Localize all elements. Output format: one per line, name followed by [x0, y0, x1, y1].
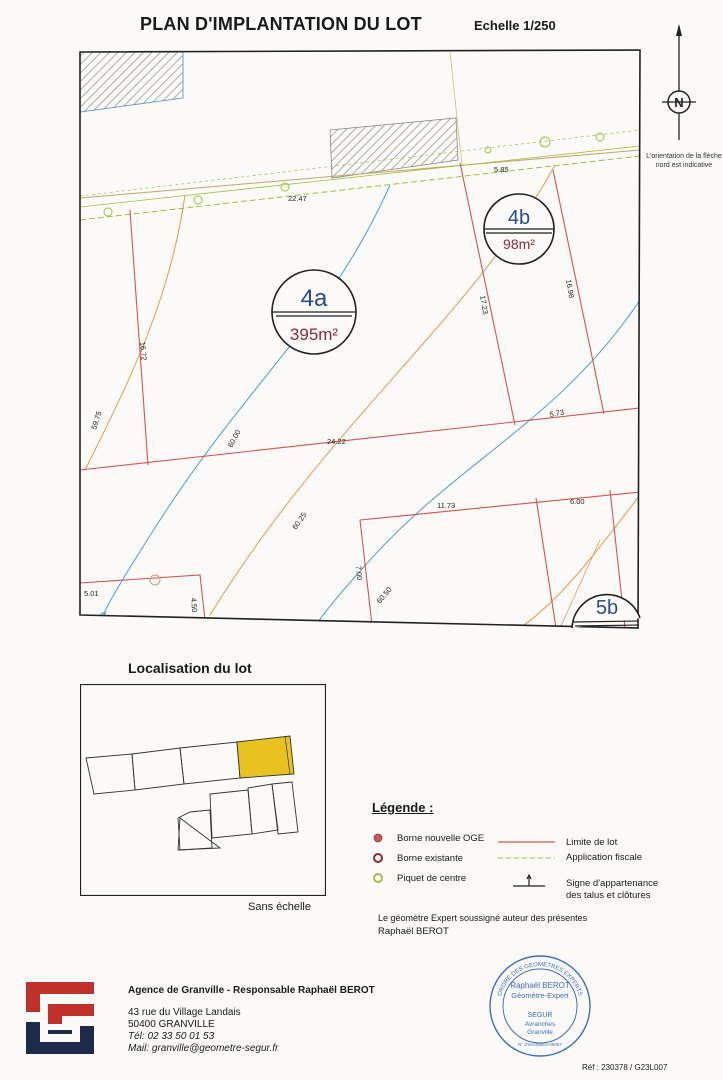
lot-id: 5b [595, 597, 619, 619]
dimension-label: 59.75 [89, 409, 104, 431]
dimension-label: 22.47 [288, 194, 307, 203]
stamp-ring-text: ORDRE DES GEOMETRES EXPERTS [497, 961, 583, 997]
dimension-label: 5.85 [494, 165, 509, 174]
dimension-label: 16.98 [564, 278, 577, 299]
city: 50400 GRANVILLE [128, 1019, 215, 1030]
highlighted-lot [237, 736, 294, 778]
street: 43 rue du Village Landais [128, 1007, 241, 1018]
lot-boundary [130, 210, 148, 465]
stamp-town: Granville [527, 1029, 553, 1036]
lot-label-4a [272, 270, 356, 354]
company-logo-icon [26, 982, 94, 1054]
lot-area: 395m² [289, 325, 339, 344]
surveyor-stamp [488, 954, 592, 1058]
legend-label: des talus et clôtures [566, 890, 651, 901]
dimension-label: 4.50 [189, 597, 200, 613]
stamp-role: Géomètre-Expert [511, 991, 569, 1000]
dimension-label: 11.73 [437, 501, 456, 510]
lot-label-4b [484, 194, 554, 264]
dimension-label: 60.50 [374, 585, 394, 606]
scale-label: Echelle 1/250 [474, 18, 556, 33]
stamp-firm: SEGUR [527, 1012, 553, 1019]
ring-icon [374, 854, 382, 862]
stamp-bottom: N° d'inscription 06057 [518, 1042, 562, 1047]
legend-label: Limite de lot [566, 837, 618, 848]
legend-title: Légende : [372, 800, 434, 815]
dimension-label: 5.01 [84, 589, 99, 598]
stamp-town: Avranches [524, 1021, 556, 1028]
dimension-label: 16.72 [138, 341, 149, 361]
lot-id: 4a [300, 285, 328, 312]
email[interactable]: Mail: granville@geometre-segur.fr [128, 1043, 279, 1054]
hatched-building [80, 52, 183, 112]
dimension-label: 7.00 [354, 565, 365, 581]
signature-name: Raphaël BEROT [378, 926, 449, 937]
legend-label: Piquet de centre [397, 873, 467, 884]
lot-area: 98m² [503, 236, 535, 252]
page-title: PLAN D'IMPLANTATION DU LOT [140, 14, 422, 34]
red-dot-icon [374, 834, 382, 842]
localisation-map [80, 684, 326, 896]
legend-label: Borne existante [397, 853, 464, 864]
north-note: L'orientation de la flèche nord est indicative [646, 153, 722, 169]
hatched-building [330, 118, 458, 178]
dimension-label: 17.23 [478, 294, 491, 315]
dimension-label: 60.25 [290, 510, 309, 532]
reference-number: Réf : 230378 / G23L007 [582, 1063, 668, 1072]
legend-label: Signe d'appartenance [566, 878, 659, 889]
slope-icon [513, 875, 545, 886]
dimension-label: 5.73 [548, 407, 565, 419]
dimension-label: 60.00 [225, 428, 243, 449]
agency-name: Agence de Granville - Responsable Raphaël BEROT [128, 985, 375, 996]
phone: Tél: 02 33 50 01 53 [128, 1031, 215, 1042]
lot-id: 4b [507, 207, 531, 229]
localisation-title: Localisation du lot [128, 660, 252, 676]
legend-label: Application fiscale [566, 852, 643, 863]
dimension-label: 24.22 [327, 437, 346, 446]
legend-label: Borne nouvelle OGE [397, 833, 485, 844]
signature-line: Le géomètre Expert soussigné auteur des présentes [378, 913, 588, 923]
lot-label-5b [572, 595, 640, 628]
stamp-name: Raphaël BEROT [510, 981, 570, 990]
localisation-scale-note: Sans échelle [248, 901, 311, 913]
agency-address [128, 1007, 278, 1055]
green-ring-icon [374, 874, 382, 882]
north-letter: N [674, 95, 684, 110]
dimension-label: 6.00 [570, 497, 585, 506]
